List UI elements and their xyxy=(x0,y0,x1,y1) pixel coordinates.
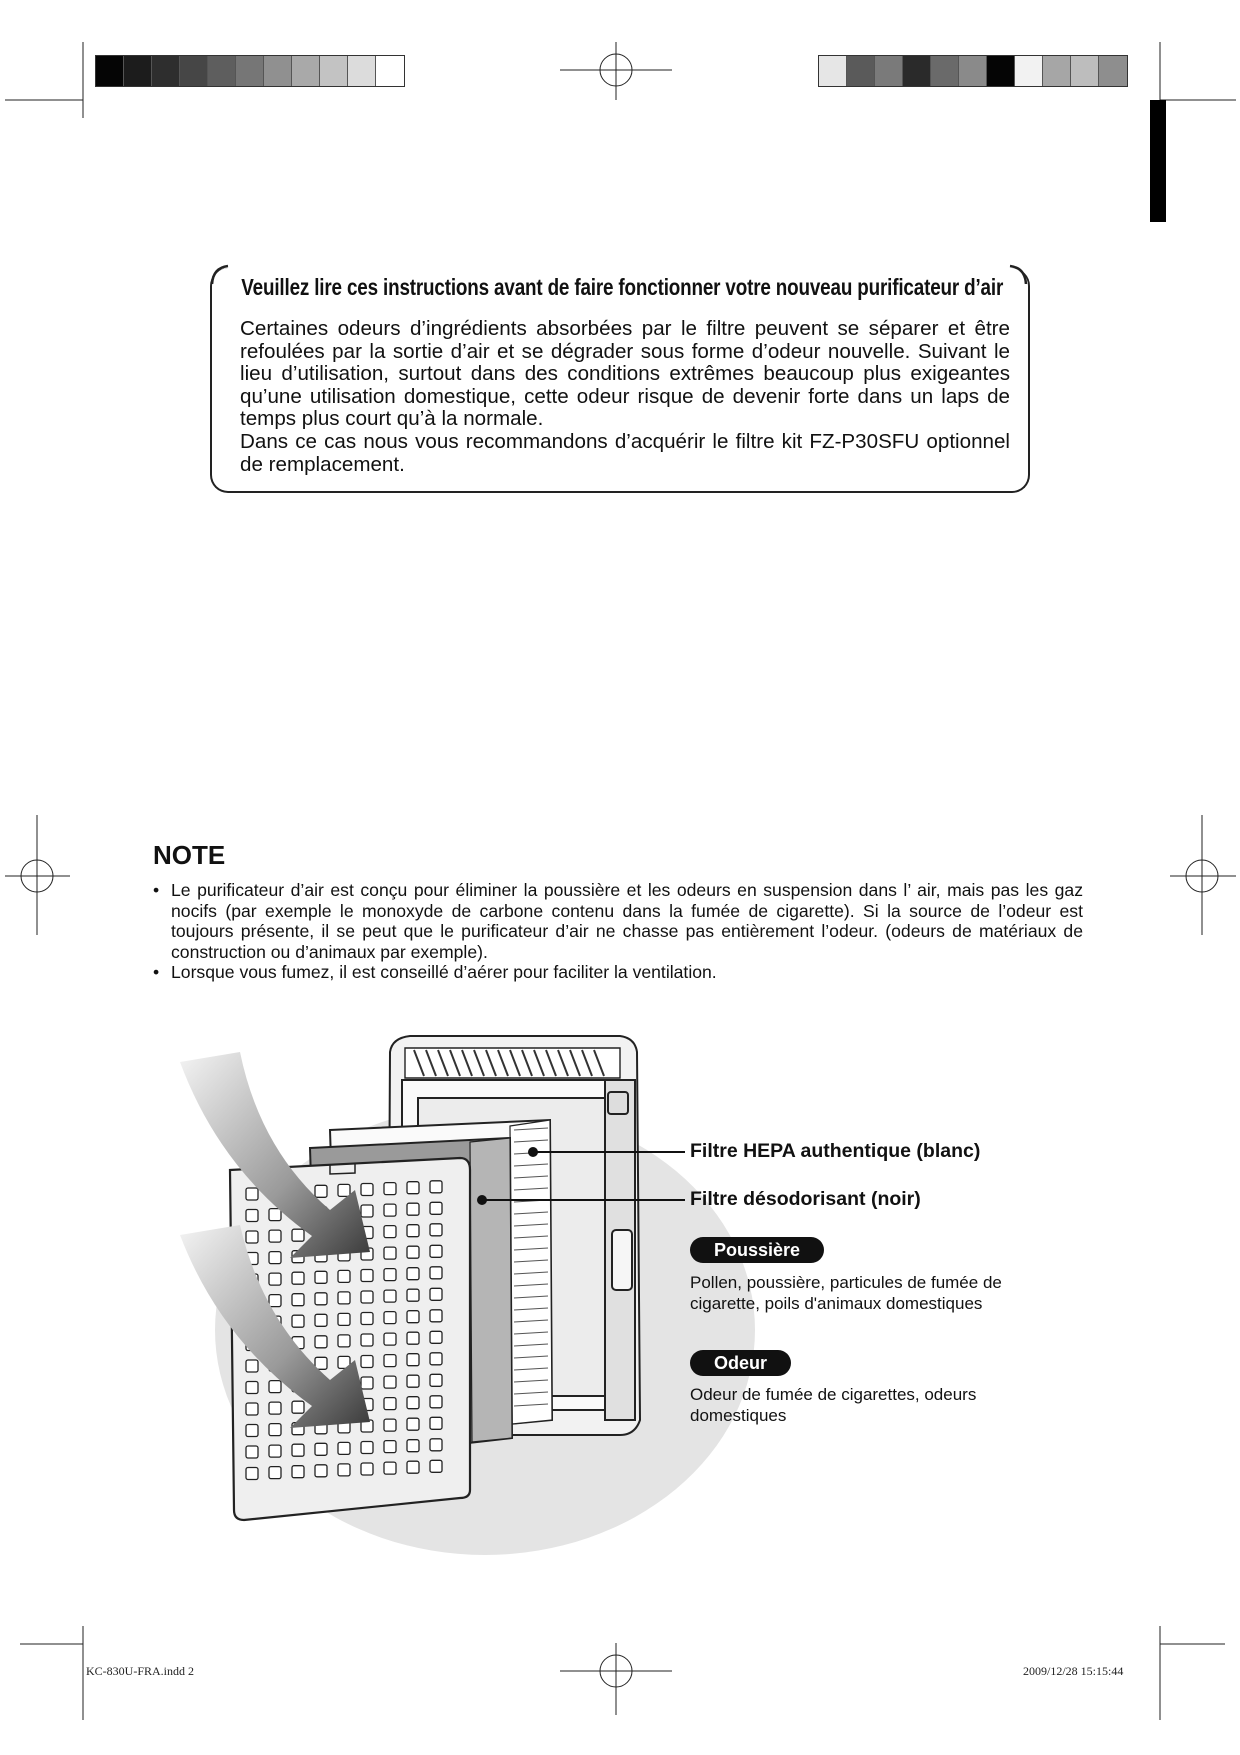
panel-hole xyxy=(384,1269,396,1281)
panel-hole xyxy=(361,1270,373,1282)
panel-hole xyxy=(361,1356,373,1368)
color-swatch xyxy=(1043,56,1071,86)
panel-hole xyxy=(269,1424,281,1436)
panel-hole xyxy=(315,1357,327,1369)
panel-hole xyxy=(292,1466,304,1478)
color-swatch xyxy=(1015,56,1043,86)
panel-hole xyxy=(407,1375,419,1387)
deodorizing-filter-label: Filtre désodorisant (noir) xyxy=(690,1188,921,1210)
panel-hole xyxy=(407,1268,419,1280)
panel-hole xyxy=(361,1442,373,1454)
panel-hole xyxy=(315,1336,327,1348)
notice-title: Veuillez lire ces instructions avant de faire fonctionner votre nouveau purificateur d’air xyxy=(238,274,1006,301)
odor-description: Odeur de fumée de cigarettes, odeurs domestiques xyxy=(690,1385,977,1425)
panel-hole xyxy=(315,1271,327,1283)
panel-hole xyxy=(315,1185,327,1197)
footer-timestamp: 2009/12/28 15:15:44 xyxy=(1023,1664,1124,1678)
panel-hole xyxy=(407,1289,419,1301)
panel-hole xyxy=(361,1334,373,1346)
panel-hole xyxy=(269,1209,281,1221)
footer-filename: KC-830U-FRA.indd 2 xyxy=(86,1664,195,1678)
panel-hole xyxy=(430,1439,442,1451)
color-swatch xyxy=(903,56,931,86)
panel-hole xyxy=(315,1314,327,1326)
color-swatch xyxy=(959,56,987,86)
list-item: • Lorsque vous fumez, il est conseillé d’aérer pour faciliter la ventilation. xyxy=(153,962,1083,983)
panel-hole xyxy=(338,1270,350,1282)
panel-hole xyxy=(407,1397,419,1409)
list-item: • Le purificateur d’air est conçu pour éliminer la poussière et les odeurs en suspension dans l’ air, mais pas les gaz nocifs (par exemple le monoxyde de carbone contenu dans la fumée de cigarette). Si la source de l’odeur est toujours présente, il se peut que le purificateur d’air ne chasse pas entièrement l’odeur. (odeurs de matériaux de construction ou d’animaux par exemple). xyxy=(153,880,1083,962)
panel-hole xyxy=(407,1354,419,1366)
panel-hole xyxy=(292,1401,304,1413)
color-swatch xyxy=(376,56,404,86)
panel-hole xyxy=(407,1418,419,1430)
panel-hole xyxy=(338,1335,350,1347)
panel-hole xyxy=(246,1382,258,1394)
panel-hole xyxy=(338,1442,350,1454)
panel-hole xyxy=(430,1460,442,1472)
panel-hole xyxy=(407,1203,419,1215)
panel-hole xyxy=(430,1331,442,1343)
panel-hole xyxy=(338,1313,350,1325)
color-swatch xyxy=(1071,56,1099,86)
panel-hole xyxy=(430,1267,442,1279)
panel-hole xyxy=(430,1224,442,1236)
panel-hole xyxy=(292,1294,304,1306)
panel-hole xyxy=(407,1461,419,1473)
color-swatch xyxy=(180,56,208,86)
panel-hole xyxy=(338,1292,350,1304)
hepa-filter-label: Filtre HEPA authentique (blanc) xyxy=(690,1140,981,1162)
panel-hole xyxy=(430,1288,442,1300)
panel-hole xyxy=(384,1419,396,1431)
panel-hole xyxy=(430,1245,442,1257)
panel-hole xyxy=(430,1202,442,1214)
color-swatch xyxy=(1099,56,1127,86)
panel-hole xyxy=(292,1229,304,1241)
panel-hole xyxy=(430,1417,442,1429)
panel-hole xyxy=(384,1204,396,1216)
note-list xyxy=(153,880,1083,983)
panel-hole xyxy=(292,1315,304,1327)
panel-hole xyxy=(384,1312,396,1324)
panel-hole xyxy=(315,1443,327,1455)
panel-hole xyxy=(269,1252,281,1264)
panel-hole xyxy=(384,1398,396,1410)
panel-hole xyxy=(292,1272,304,1284)
panel-hole xyxy=(407,1440,419,1452)
color-swatch xyxy=(264,56,292,86)
panel-hole xyxy=(384,1183,396,1195)
panel-hole xyxy=(269,1273,281,1285)
panel-hole xyxy=(430,1181,442,1193)
color-swatch xyxy=(208,56,236,86)
color-swatch xyxy=(348,56,376,86)
notice-paragraph: Certaines odeurs d’ingrédients absorbées par le filtre peuvent se séparer et être refoulées par la sortie d’air et se dégrader sous forme d’odeur nouvelle. Suivant le lieu d’utilisation, surtout dans des conditions extrêmes beaucoup plus exigeantes qu’une utilisation domestique, cette odeur risque de devenir forte dans un laps de temps plus court qu’à la normale. xyxy=(240,317,1010,431)
panel-hole xyxy=(384,1462,396,1474)
color-bar-left xyxy=(95,55,405,87)
panel-hole xyxy=(361,1463,373,1475)
color-swatch xyxy=(292,56,320,86)
panel-hole xyxy=(246,1360,258,1372)
panel-hole xyxy=(246,1468,258,1480)
panel-hole xyxy=(407,1246,419,1258)
color-swatch xyxy=(96,56,124,86)
panel-hole xyxy=(384,1247,396,1259)
color-swatch xyxy=(875,56,903,86)
color-swatch xyxy=(124,56,152,86)
panel-hole xyxy=(269,1445,281,1457)
panel-hole xyxy=(384,1290,396,1302)
panel-hole xyxy=(246,1210,258,1222)
dust-description: Pollen, poussière, particules de fumée de cigarette, poils d'animaux domestiques xyxy=(690,1273,1002,1313)
panel-hole xyxy=(361,1291,373,1303)
color-swatch xyxy=(236,56,264,86)
panel-hole xyxy=(269,1295,281,1307)
panel-hole xyxy=(315,1293,327,1305)
panel-hole xyxy=(384,1333,396,1345)
panel-hole xyxy=(269,1467,281,1479)
panel-hole xyxy=(315,1465,327,1477)
dust-badge: Poussière xyxy=(690,1237,824,1263)
panel-hole xyxy=(361,1205,373,1217)
panel-hole xyxy=(338,1184,350,1196)
panel-hole xyxy=(407,1182,419,1194)
color-swatch xyxy=(819,56,847,86)
note-heading: NOTE xyxy=(153,840,226,870)
panel-hole xyxy=(384,1376,396,1388)
panel-hole xyxy=(407,1332,419,1344)
panel-hole xyxy=(338,1464,350,1476)
panel-hole xyxy=(246,1403,258,1415)
panel-hole xyxy=(292,1444,304,1456)
panel-hole xyxy=(384,1355,396,1367)
panel-hole xyxy=(246,1231,258,1243)
panel-hole xyxy=(430,1374,442,1386)
panel-hole xyxy=(384,1441,396,1453)
panel-hole xyxy=(430,1310,442,1322)
panel-hole xyxy=(430,1353,442,1365)
panel-hole xyxy=(361,1313,373,1325)
color-swatch xyxy=(320,56,348,86)
panel-hole xyxy=(246,1188,258,1200)
panel-hole xyxy=(246,1425,258,1437)
notice-body xyxy=(240,318,1010,476)
panel-hole xyxy=(246,1446,258,1458)
panel-hole xyxy=(384,1226,396,1238)
color-swatch xyxy=(931,56,959,86)
panel-hole xyxy=(430,1396,442,1408)
panel-hole xyxy=(269,1402,281,1414)
panel-hole xyxy=(269,1230,281,1242)
color-swatch xyxy=(847,56,875,86)
color-bar-right xyxy=(818,55,1128,87)
panel-hole xyxy=(361,1184,373,1196)
panel-hole xyxy=(407,1311,419,1323)
notice-paragraph: Dans ce cas nous vous recommandons d’acquérir le filtre kit FZ-P30SFU optionnel de remplacement. xyxy=(240,429,1010,476)
panel-hole xyxy=(407,1225,419,1237)
panel-hole xyxy=(269,1381,281,1393)
panel-hole xyxy=(361,1377,373,1389)
color-swatch xyxy=(152,56,180,86)
odor-badge: Odeur xyxy=(690,1350,791,1376)
color-swatch xyxy=(987,56,1015,86)
